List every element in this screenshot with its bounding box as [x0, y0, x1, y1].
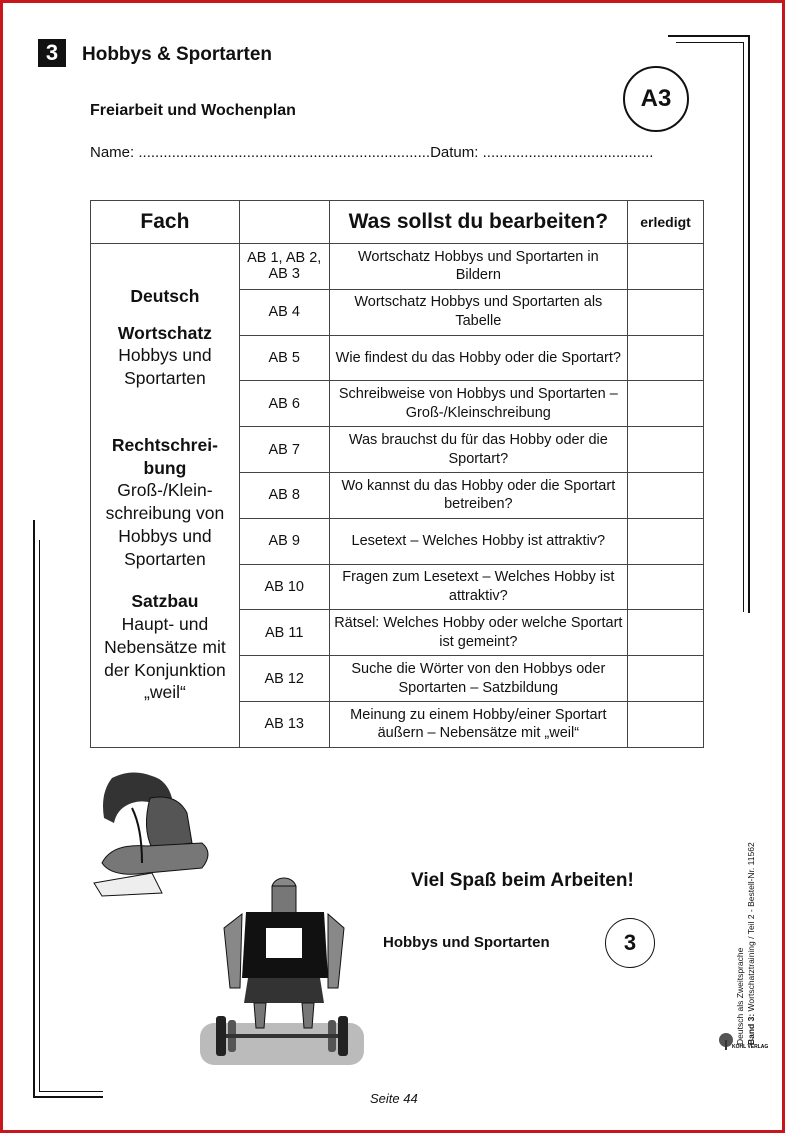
done-checkbox-cell[interactable] — [628, 289, 704, 335]
plan-table — [90, 200, 704, 748]
task-cell: Lesetext – Welches Hobby ist attraktiv? — [329, 518, 627, 564]
name-field[interactable]: ...................................................................... — [138, 144, 431, 161]
ab-cell: AB 1, AB 2, AB 3 — [239, 244, 329, 290]
fach-label: Satzbau — [131, 591, 199, 612]
series-info — [735, 842, 756, 1045]
header-done: erledigt — [628, 201, 704, 244]
header-ab — [239, 201, 329, 244]
corner-line — [743, 42, 744, 612]
chapter-number: 3 — [38, 39, 66, 67]
date-label: Datum: — [430, 144, 483, 161]
header-fach: Fach — [91, 201, 240, 244]
done-checkbox-cell[interactable] — [628, 610, 704, 656]
band-info: Wortschatztraining / Teil 2 - Bestell-Nr. 11562 — [745, 842, 756, 1014]
task-cell: Wortschatz Hobbys und Sportarten in Bildern — [329, 244, 627, 290]
series-line-2 — [746, 842, 757, 1045]
chapter-title: Hobbys & Sportarten — [82, 44, 273, 65]
task-cell: Was brauchst du für das Hobby oder die Sportart? — [329, 427, 627, 473]
task-cell: Suche die Wörter von den Hobbys oder Sportarten – Satzbildung — [329, 656, 627, 702]
fach-label: Deutsch — [130, 285, 200, 306]
done-checkbox-cell[interactable] — [628, 701, 704, 747]
date-field[interactable]: ......................................... — [482, 144, 654, 161]
header-task: Was sollst du bearbeiten? — [329, 201, 627, 244]
done-checkbox-cell[interactable] — [628, 472, 704, 518]
fach-text: Hobbys und Sportarten — [118, 345, 212, 388]
series-line-1: Deutsch als Zweitsprache — [735, 947, 745, 1045]
done-checkbox-cell[interactable] — [628, 564, 704, 610]
corner-line — [39, 540, 40, 1092]
task-cell: Wo kannst du das Hobby oder die Sportart betreiben? — [329, 472, 627, 518]
fach-label: Wortschatz — [117, 322, 212, 343]
done-checkbox-cell[interactable] — [628, 427, 704, 473]
fach-deutsch — [91, 285, 239, 308]
ab-cell: AB 12 — [239, 656, 329, 702]
fach-wortschatz — [91, 322, 239, 390]
corner-line — [676, 42, 744, 43]
ab-cell: AB 7 — [239, 427, 329, 473]
table-row — [91, 244, 704, 290]
ab-cell: AB 8 — [239, 472, 329, 518]
done-checkbox-cell[interactable] — [628, 381, 704, 427]
task-cell: Fragen zum Lesetext – Welches Hobby ist attraktiv? — [329, 564, 627, 610]
corner-line — [39, 1091, 103, 1092]
fach-cell — [91, 244, 240, 748]
ab-cell: AB 6 — [239, 381, 329, 427]
fach-rechtschreibung — [91, 434, 239, 571]
ab-cell: AB 13 — [239, 701, 329, 747]
worksheet-subtitle: Freiarbeit und Wochenplan — [90, 102, 296, 119]
ab-cell: AB 4 — [239, 289, 329, 335]
name-label: Name: — [90, 144, 139, 161]
ab-cell: AB 5 — [239, 335, 329, 381]
page-number: Seite 44 — [370, 1091, 418, 1106]
fach-satzbau — [91, 590, 239, 704]
ab-cell: AB 11 — [239, 610, 329, 656]
done-checkbox-cell[interactable] — [628, 518, 704, 564]
corner-line — [748, 35, 750, 613]
band-label: Band 3: — [745, 1013, 756, 1045]
corner-line — [33, 1096, 103, 1098]
task-cell: Rätsel: Welches Hobby oder welche Sportart ist gemeint? — [329, 610, 627, 656]
fach-text: Haupt- und Nebensätze mit der Konjunktion „weil“ — [104, 614, 226, 703]
footer-chapter-circle: 3 — [605, 918, 655, 968]
corner-line — [668, 35, 748, 37]
task-cell: Meinung zu einem Hobby/einer Sportart äußern – Nebensätze mit „weil“ — [329, 701, 627, 747]
weightlifter-illustration — [196, 878, 368, 1068]
task-cell: Schreibweise von Hobbys und Sportarten – Groß-/Kleinschreibung — [329, 381, 627, 427]
task-cell: Wie findest du das Hobby oder die Sportart? — [329, 335, 627, 381]
ab-cell: AB 9 — [239, 518, 329, 564]
corner-line — [33, 520, 35, 1098]
footer-title: Hobbys und Sportarten — [383, 934, 550, 951]
done-checkbox-cell[interactable] — [628, 656, 704, 702]
done-checkbox-cell[interactable] — [628, 244, 704, 290]
motivation-text: Viel Spaß beim Arbeiten! — [411, 870, 634, 891]
fach-text: Groß-/Klein-schreibung von Hobbys und Sportarten — [105, 480, 225, 569]
name-date-line — [90, 144, 653, 161]
worksheet-badge: A3 — [623, 66, 689, 132]
ab-cell: AB 10 — [239, 564, 329, 610]
fach-label: Rechtschrei-bung — [111, 434, 218, 478]
task-cell: Wortschatz Hobbys und Sportarten als Tabelle — [329, 289, 627, 335]
done-checkbox-cell[interactable] — [628, 335, 704, 381]
publisher-name: KOHL VERLAG — [732, 1044, 769, 1050]
